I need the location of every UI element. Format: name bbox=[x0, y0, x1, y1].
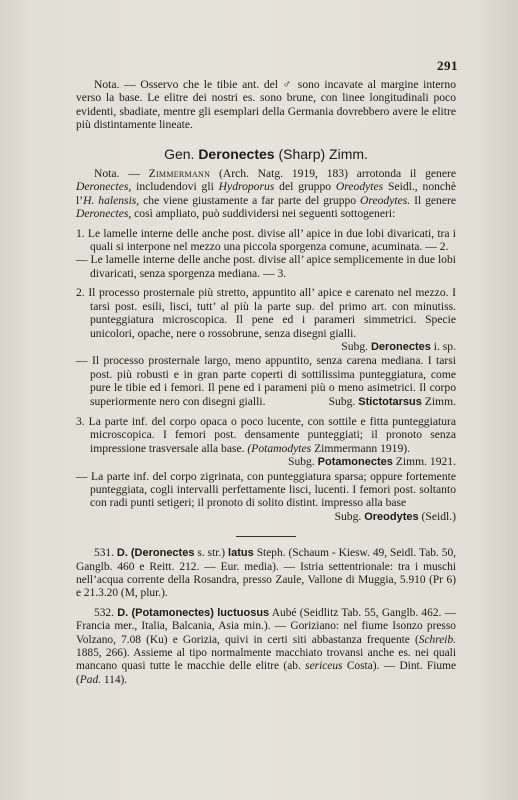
nota2-italic: Oreodytes bbox=[335, 180, 384, 194]
species-entry-532 bbox=[76, 607, 456, 687]
subgenus-author: Zimm. 1921. bbox=[395, 455, 456, 469]
subgenus-author: (Seidl.) bbox=[421, 509, 456, 523]
genus-heading bbox=[76, 145, 456, 162]
nota2-author: Zimmermann bbox=[148, 167, 211, 181]
species-name: latus bbox=[228, 547, 254, 560]
nota2-italic: Deronectes, bbox=[76, 207, 132, 221]
genus-name: Deronectes bbox=[198, 145, 275, 162]
species-italic: sericeus bbox=[305, 660, 343, 673]
nota-paragraph-1: Nota. — Osservo che le tibie ant. del ♂ sono incavate al margine interno verso la base. Le elitre dei nostri es. sono brune, con linee longitudinali poco evidenti, sbadiate, mentre gli esemplari della Germania dovrebbero avere le elitre più distintamente lineate. bbox=[76, 78, 456, 132]
key-text: 3. La parte inf. del corpo opaca o poco lucente, con sottile e fitta punteggiatura microscopica. I femori post. densamente punteggiati; il pronoto senza impressione trasversale alla base. bbox=[76, 414, 456, 455]
nota2-italic: Deronectes, bbox=[76, 180, 132, 194]
subgenus-author: Zimm. bbox=[424, 394, 456, 408]
species-italic: Pad. bbox=[79, 673, 101, 686]
species-text: Aubé (Seidlitz Tab. 55, Ganglb. 462. — Francia mer., Italia, Balcania, Asia min.). — Goriziano: nel fiume Isonzo presso Volzano, 7.08 (Ku) e Gorizia, quivi in certi siti abbastanza frequente ( bbox=[76, 606, 456, 646]
key-text: — Il processo prosternale largo, meno appuntito, senza carena mediana. I tarsi post. più robusti e in gran parte coperti di sottilissima punteggiatura, come pure le tibie ed i femori. Il pene ed i parameni più o meno asimetrici. Il corpo superiormente nero con disegni gialli. bbox=[76, 354, 456, 408]
subgenus-author: i. sp. bbox=[433, 339, 456, 353]
key-text: 2. Il processo prosternale più stretto, appuntito all’ apice e carenato nel mezzo. I tarsi post. esili, lisci, tutt’ al più la parte sup. del primo art. con minutiss. punteggiatura microscopica. Il pene ed i parameri simmetrici. Specie unicolori, opache, nere o rossobrune, senza disegni gialli. bbox=[76, 286, 456, 340]
nota2-text: includendovi gli bbox=[131, 180, 219, 194]
species-number: 531. bbox=[94, 547, 114, 560]
species-italic: Schreib. bbox=[418, 633, 456, 646]
nota2-text: del gruppo bbox=[274, 180, 336, 194]
species-text: Costa). — Dint. Fiume ( bbox=[76, 660, 456, 686]
subg-prefix: Subg. bbox=[328, 394, 356, 408]
key-text: Zimmermann 1919). bbox=[314, 441, 411, 455]
subgenus-label bbox=[334, 509, 456, 524]
subg-prefix: Subg. bbox=[341, 339, 369, 353]
key-text: — La parte inf. del corpo zigrinata, con punteggiatura sparsa; oppure fortemente punteggiata, cogli intervalli perfettamente lisci, lucenti. I femori post. soltanto con radi punti setigeri; il pronoto di solito distint. impresso alla base bbox=[76, 469, 456, 510]
species-text: Steph. (Schaum - Kiesw. 49, Seidl. Tab. 50, Ganglb. 460 e Reitt. 212. — Eur. media). — Istria settentrionale: tra i muschi nell’acqua corrente della Rosandra, presso Zaule, Vallone di Muggia, 5.910 (Pr 6) e 21.3.20 (M, plur.). bbox=[76, 547, 456, 600]
species-name: luctuosus bbox=[217, 606, 270, 619]
key-couplet-2b bbox=[76, 354, 456, 408]
subgenus-name: Stictotarsus bbox=[358, 395, 422, 408]
nota2-italic: Oreodytes. bbox=[360, 193, 411, 207]
subgenus-name: Oreodytes bbox=[364, 510, 419, 523]
species-subgenus-note: s. str.) bbox=[197, 547, 226, 560]
species-subgenus: (Deronectes bbox=[130, 547, 195, 560]
page-number: 291 bbox=[437, 58, 458, 73]
genus-prefix: Gen. bbox=[164, 145, 195, 162]
nota2-text: che viene giustamente a far parte del gruppo bbox=[139, 193, 361, 207]
species-number: 532. bbox=[94, 606, 114, 619]
section-divider bbox=[236, 536, 296, 537]
key-couplet-2a bbox=[76, 286, 456, 353]
species-genus: D. bbox=[117, 606, 129, 619]
nota2-italic: H. halensis, bbox=[83, 193, 140, 207]
nota2-text: (Arch. Natg. 1919, 183) arrotonda il genere bbox=[210, 167, 456, 181]
page-body bbox=[76, 78, 456, 687]
genus-author: (Sharp) Zimm. bbox=[278, 145, 368, 162]
nota2-text: così ampliato, può suddividersi nei seguenti sottogeneri: bbox=[131, 207, 396, 221]
species-text: 114). bbox=[101, 673, 128, 686]
subg-prefix: Subg. bbox=[334, 509, 362, 523]
subgenus-name: Potamonectes bbox=[317, 456, 393, 469]
species-text: 1885, 266). Assieme al tipo normalmente macchiato trovansi anche es. nei quali mancano quasi tutte le macchie delle elitre (ab. bbox=[76, 647, 456, 673]
nota2-lead: Nota. — bbox=[94, 167, 149, 181]
key-couplet-3b bbox=[76, 469, 456, 523]
species-subgenus: (Potamonectes) bbox=[131, 606, 214, 619]
nota2-text: Il genere bbox=[410, 193, 456, 207]
nota2-text: Seidl., nonchè l’ bbox=[76, 180, 456, 207]
subgenus-label bbox=[288, 455, 456, 469]
subgenus-name: Deronectes bbox=[370, 340, 431, 353]
subgenus-label bbox=[328, 394, 456, 409]
key-couplet-1a: 1. Le lamelle interne delle anche post. divise all’ apice in due lobi divaricati, tra i quali si interpone nel mezzo una piccola sporgenza comune, acuminata. — 2. bbox=[76, 226, 456, 254]
subgenus-label bbox=[341, 339, 456, 354]
nota2-italic: Hydroporus bbox=[218, 180, 275, 194]
species-entry-531 bbox=[76, 547, 456, 601]
key-italic: (Potamodytes bbox=[247, 441, 312, 455]
species-genus: D. bbox=[116, 547, 128, 560]
subg-prefix: Subg. bbox=[288, 455, 315, 469]
key-couplet-1b: — Le lamelle interne delle anche post. divise all’ apice semplicemente in due lobi divaricati, senza sporgenza mediana. — 3. bbox=[76, 253, 456, 280]
key-couplet-3a bbox=[76, 414, 456, 469]
nota-paragraph-2 bbox=[76, 167, 456, 221]
